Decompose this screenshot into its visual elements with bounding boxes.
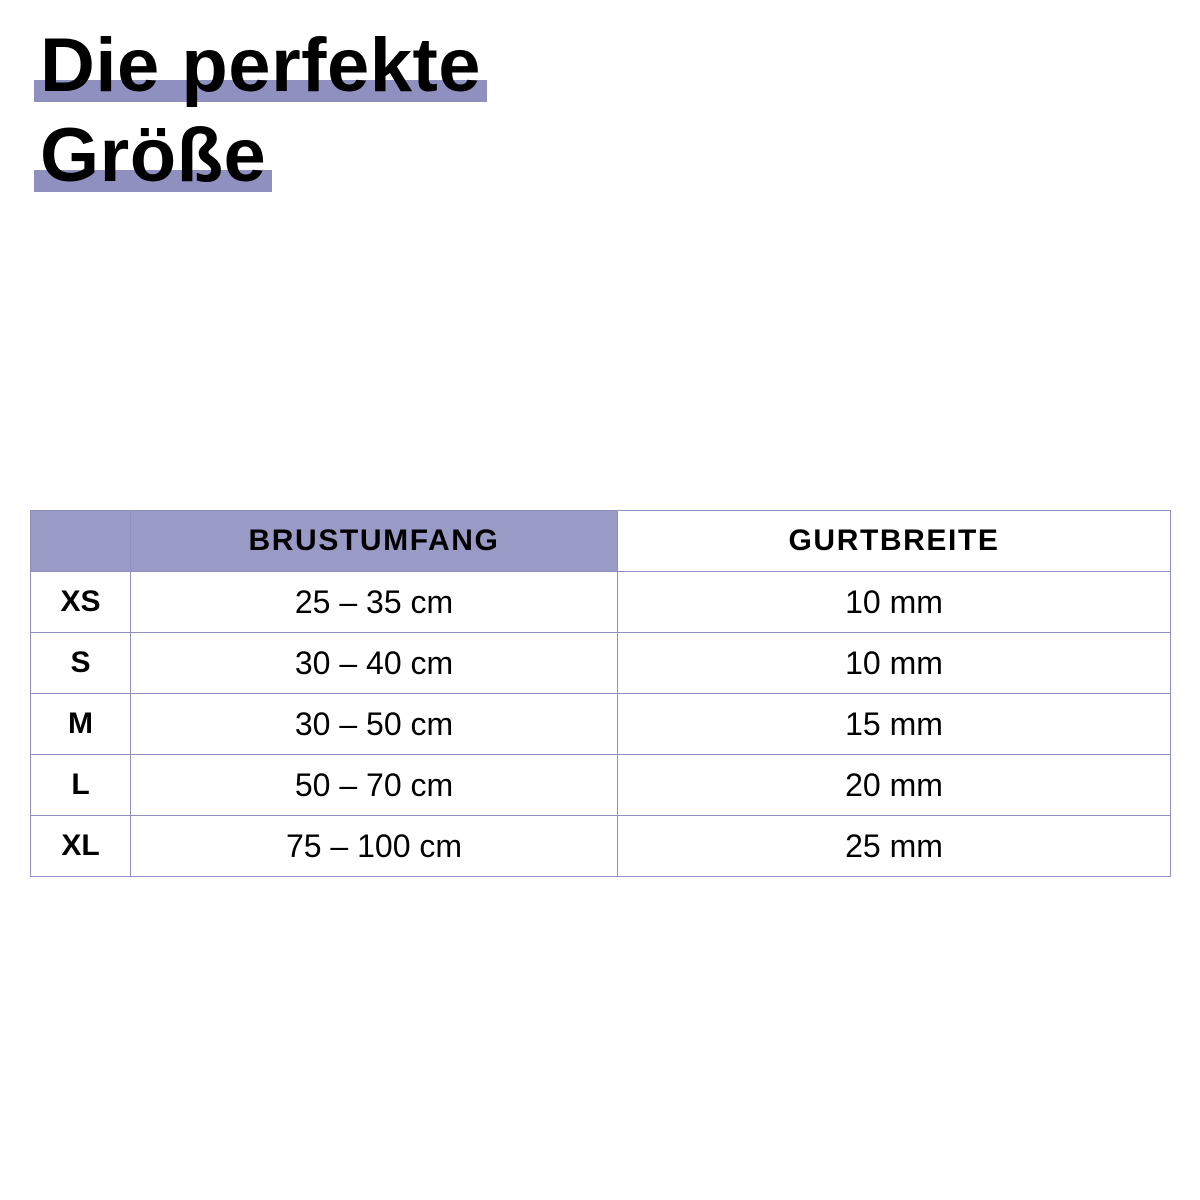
table-header-row: [31, 511, 1171, 572]
page-title-line-2-text: Größe: [40, 113, 267, 198]
cell-chest: 75 – 100 cm: [131, 816, 618, 877]
size-chart: [30, 510, 1170, 877]
cell-size: L: [31, 755, 131, 816]
cell-strap-width: 15 mm: [618, 694, 1171, 755]
page-title-line-1: [40, 23, 482, 108]
cell-strap-width: 10 mm: [618, 633, 1171, 694]
cell-size: XL: [31, 816, 131, 877]
cell-chest: 50 – 70 cm: [131, 755, 618, 816]
page-title-line-1-text: Die perfekte: [40, 23, 482, 108]
size-table: [30, 510, 1171, 877]
cell-chest: 30 – 40 cm: [131, 633, 618, 694]
table-row: [31, 755, 1171, 816]
cell-strap-width: 20 mm: [618, 755, 1171, 816]
cell-strap-width: 10 mm: [618, 572, 1171, 633]
table-row: [31, 633, 1171, 694]
cell-chest: 25 – 35 cm: [131, 572, 618, 633]
cell-size: M: [31, 694, 131, 755]
table-header-strap-width: GURTBREITE: [618, 511, 1171, 572]
cell-size: S: [31, 633, 131, 694]
table-row: [31, 816, 1171, 877]
cell-strap-width: 25 mm: [618, 816, 1171, 877]
table-header-size: [31, 511, 131, 572]
page-title-line-2: [40, 113, 267, 198]
table-header-chest: BRUSTUMFANG: [131, 511, 618, 572]
cell-chest: 30 – 50 cm: [131, 694, 618, 755]
page-title: [40, 23, 1040, 208]
table-row: [31, 572, 1171, 633]
table-row: [31, 694, 1171, 755]
cell-size: XS: [31, 572, 131, 633]
